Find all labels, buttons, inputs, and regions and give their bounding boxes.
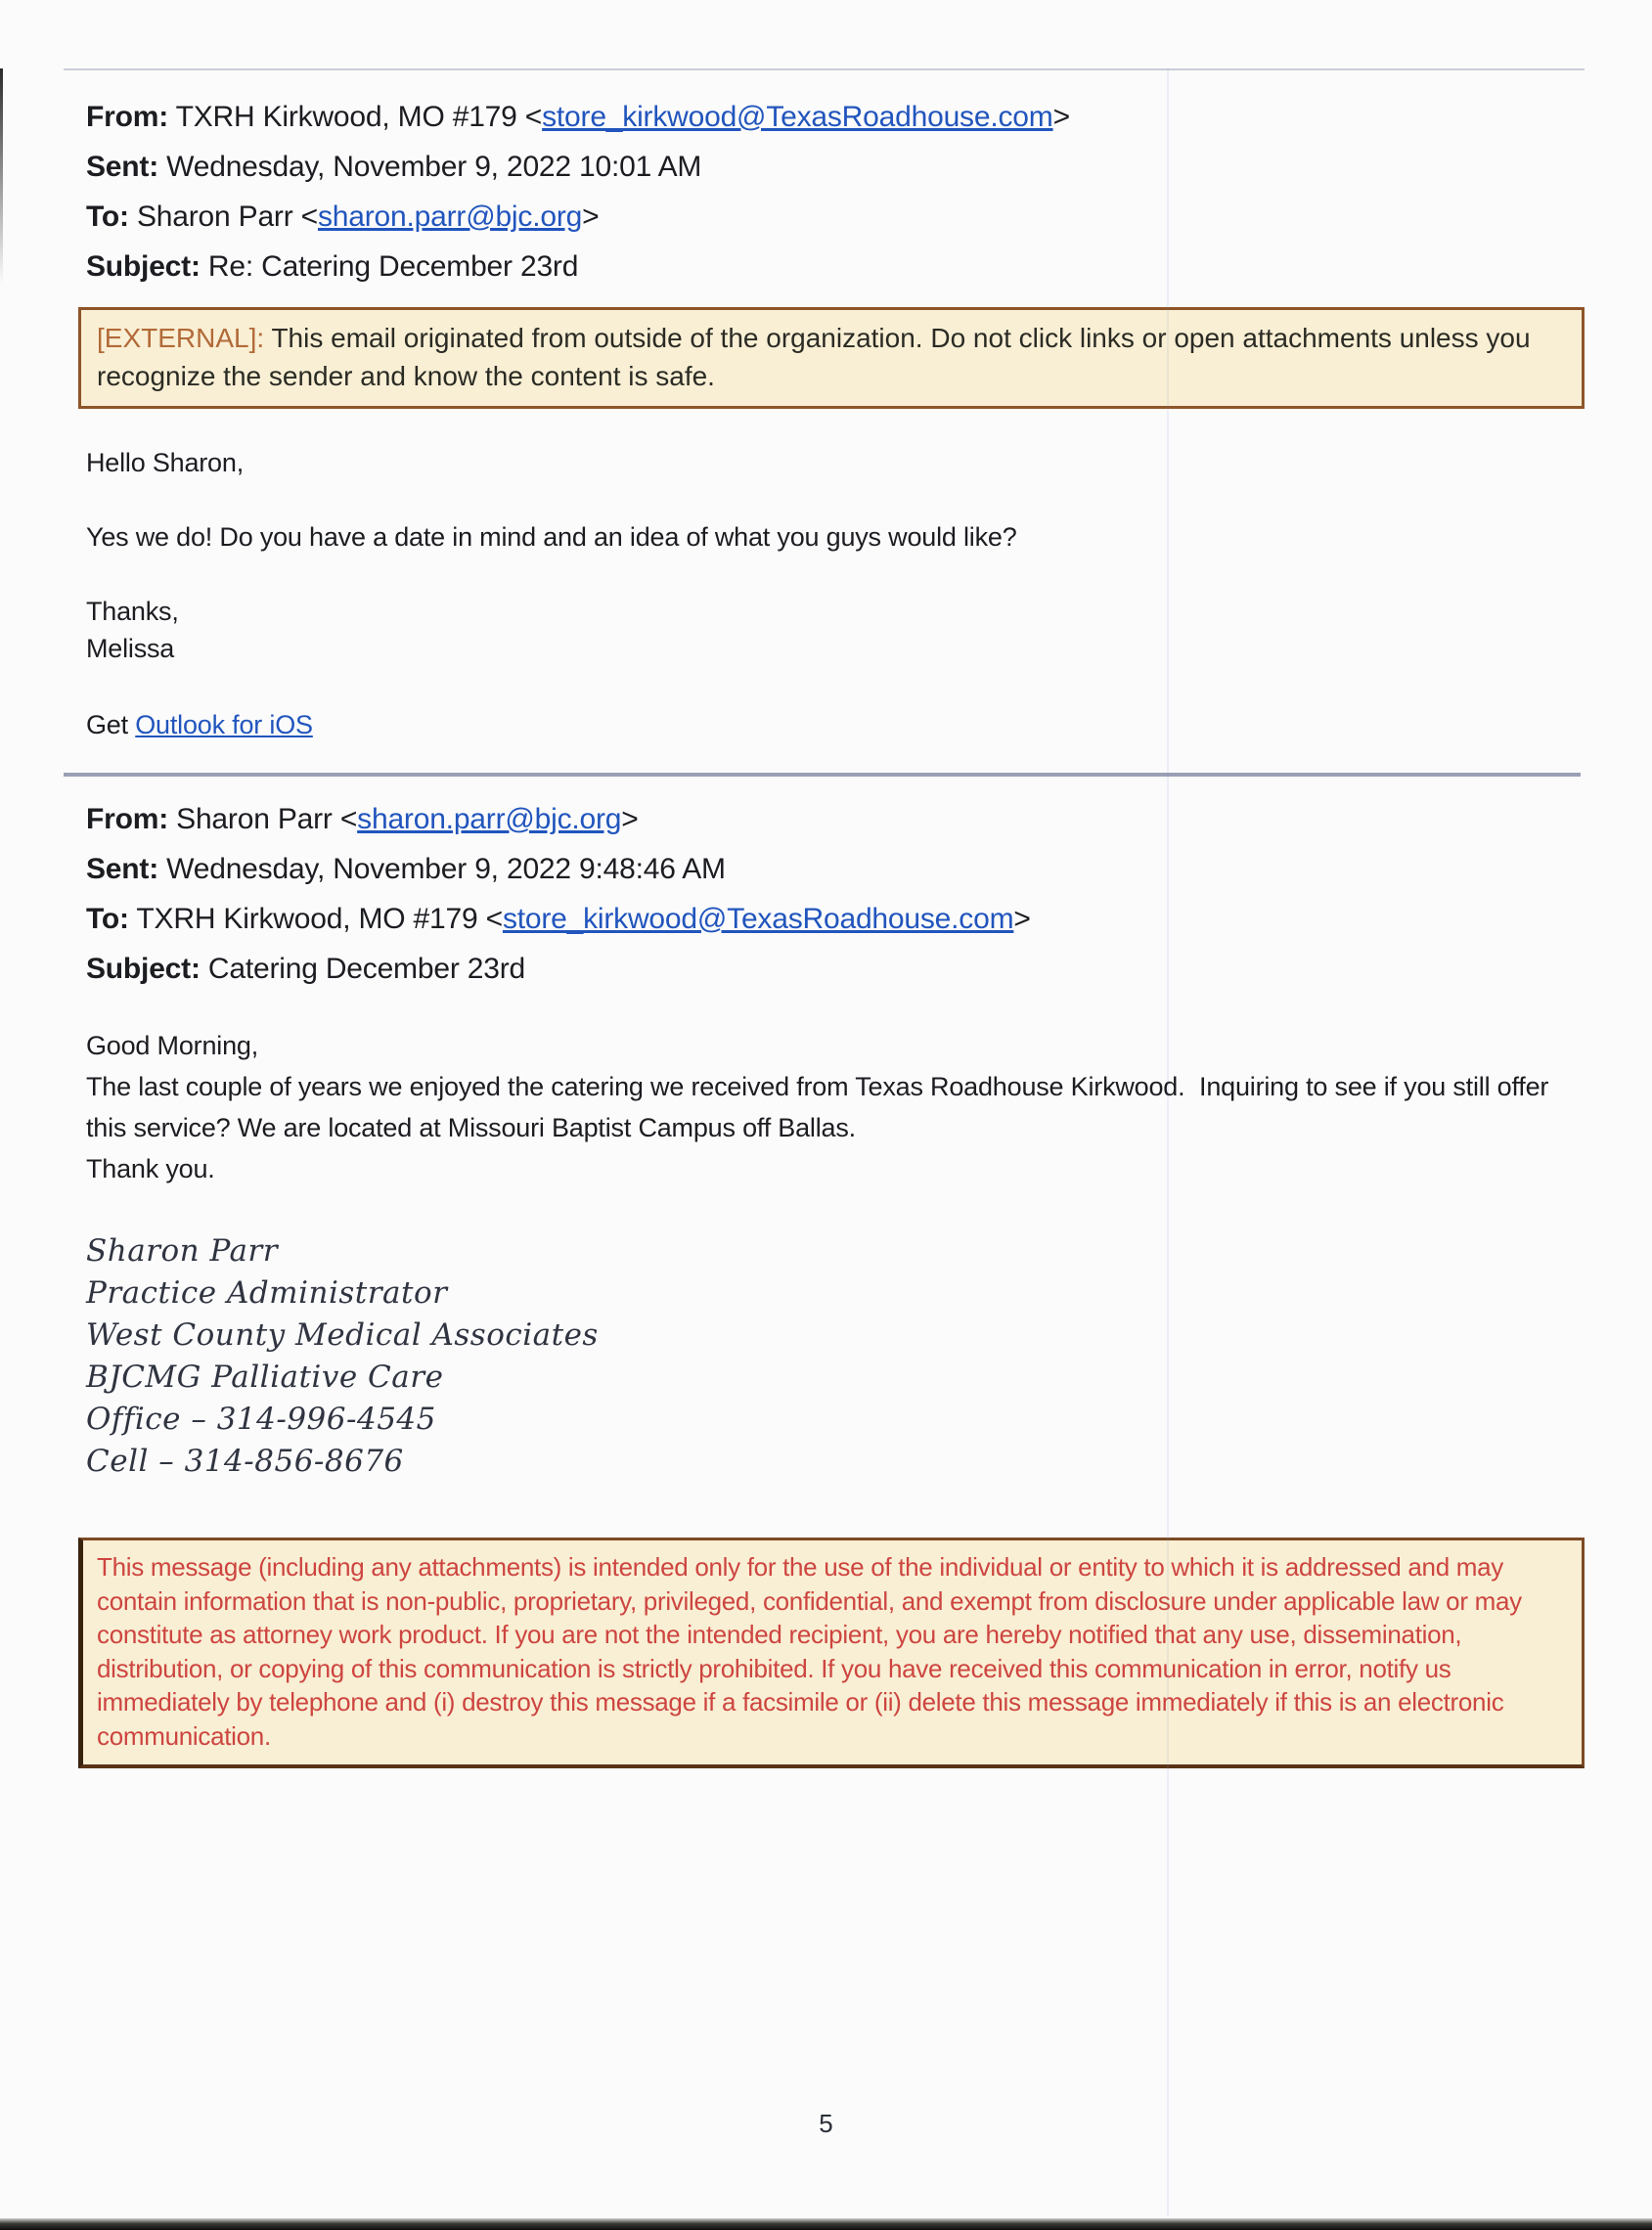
email2-body <box>86 1025 1585 1189</box>
page-number: 5 <box>819 2109 833 2138</box>
signature-cell-phone: Cell – 314-856-8676 <box>86 1444 404 1479</box>
to-name: TXRH Kirkwood, MO #179 < <box>136 903 503 935</box>
email2-header <box>86 794 1585 994</box>
signature-dept: BJCMG Palliative Care <box>86 1360 444 1395</box>
email2-subject-line <box>86 944 1585 994</box>
email1-message: Yes we do! Do you have a date in mind and an idea of what you guys would like? <box>86 522 1017 552</box>
signature-org: West County Medical Associates <box>86 1317 599 1353</box>
to-label: To: <box>86 903 129 935</box>
to-label: To: <box>86 201 129 233</box>
email2-greeting: Good Morning, <box>86 1031 258 1060</box>
email1-header <box>86 92 1585 291</box>
signature-office-phone: Office – 314-996-4545 <box>86 1402 436 1437</box>
from-name-close: > <box>621 803 639 835</box>
outlook-prefix: Get <box>86 710 136 739</box>
email1-from-line <box>86 92 1585 142</box>
scanned-email-page <box>0 68 1652 2230</box>
email2-to-email-link[interactable]: store_kirkwood@TexasRoadhouse.com <box>502 903 1014 935</box>
email2-from-email-link[interactable]: sharon.parr@bjc.org <box>357 803 622 835</box>
to-name: Sharon Parr < <box>136 201 318 233</box>
signature-block <box>86 1230 1585 1483</box>
email2-message: The last couple of years we enjoyed the catering we received from Texas Roadhouse Kirkwood. Inquiring to see if you still offer this service? We are located at Missouri Baptist Campus off Ballas. <box>86 1072 1556 1142</box>
legal-disclaimer-box <box>78 1538 1585 1768</box>
email2-from-line <box>86 794 1585 844</box>
email2-sent-line <box>86 844 1585 894</box>
to-name-close: > <box>582 201 600 233</box>
external-label: [EXTERNAL]: <box>97 323 265 353</box>
subject-value: Catering December 23rd <box>207 953 525 985</box>
sent-label: Sent: <box>86 151 159 183</box>
from-label: From: <box>86 803 168 835</box>
scan-edge-artifact-bottom <box>0 2218 1652 2230</box>
email2-thanks: Thank you. <box>86 1154 215 1183</box>
email1-closing <box>86 593 1585 667</box>
email1-to-email-link[interactable]: sharon.parr@bjc.org <box>317 201 583 233</box>
from-name: TXRH Kirkwood, MO #179 < <box>175 101 543 133</box>
thread-divider <box>64 773 1581 777</box>
email1-subject-line <box>86 242 1585 291</box>
from-name: Sharon Parr < <box>176 803 358 835</box>
email1-body <box>86 444 1585 743</box>
subject-value: Re: Catering December 23rd <box>207 250 579 283</box>
email1-greeting: Hello Sharon, <box>86 448 244 477</box>
external-warning-banner <box>78 307 1585 409</box>
email1-thanks: Thanks, <box>86 597 179 626</box>
email1-sent-line <box>86 142 1585 192</box>
email1-from-email-link[interactable]: store_kirkwood@TexasRoadhouse.com <box>542 101 1053 133</box>
page-content <box>0 92 1652 1768</box>
outlook-promo-line <box>86 706 1585 743</box>
signature-title: Practice Administrator <box>86 1275 448 1311</box>
to-name-close: > <box>1013 903 1031 935</box>
subject-label: Subject: <box>86 250 201 283</box>
scan-fold-line <box>1167 68 1169 2216</box>
subject-label: Subject: <box>86 953 201 985</box>
outlook-for-ios-link[interactable]: Outlook for iOS <box>135 710 313 739</box>
email1-to-line <box>86 192 1585 242</box>
sent-label: Sent: <box>86 853 159 885</box>
top-rule <box>64 68 1585 70</box>
sent-value: Wednesday, November 9, 2022 9:48:46 AM <box>166 853 726 885</box>
disclaimer-text: This message (including any attachments) is intended only for the use of the individual or entity to which it is addressed and may contain information that is non-public, proprietary, privileged, confidential, and exempt from disclosure under applicable law or may constitute as attorney work product. If you are not the intended recipient, you are hereby notified that any use, dissemination, distribution, or copying of this communication is strictly prohibited. If you have received this communication in error, notify us immediately by telephone and (i) destroy this message if a facsimile or (ii) delete this message immediately if this is an electronic communication. <box>97 1552 1522 1751</box>
email1-sender-name: Melissa <box>86 634 175 663</box>
from-label: From: <box>86 101 168 133</box>
from-name-close: > <box>1052 101 1070 133</box>
email2-to-line <box>86 894 1585 944</box>
signature-name: Sharon Parr <box>86 1233 279 1269</box>
external-text: This email originated from outside of the organization. Do not click links or open attachments unless you recognize the sender and know the content is safe. <box>97 323 1531 391</box>
scan-edge-artifact-left <box>0 68 3 284</box>
sent-value: Wednesday, November 9, 2022 10:01 AM <box>166 151 702 183</box>
